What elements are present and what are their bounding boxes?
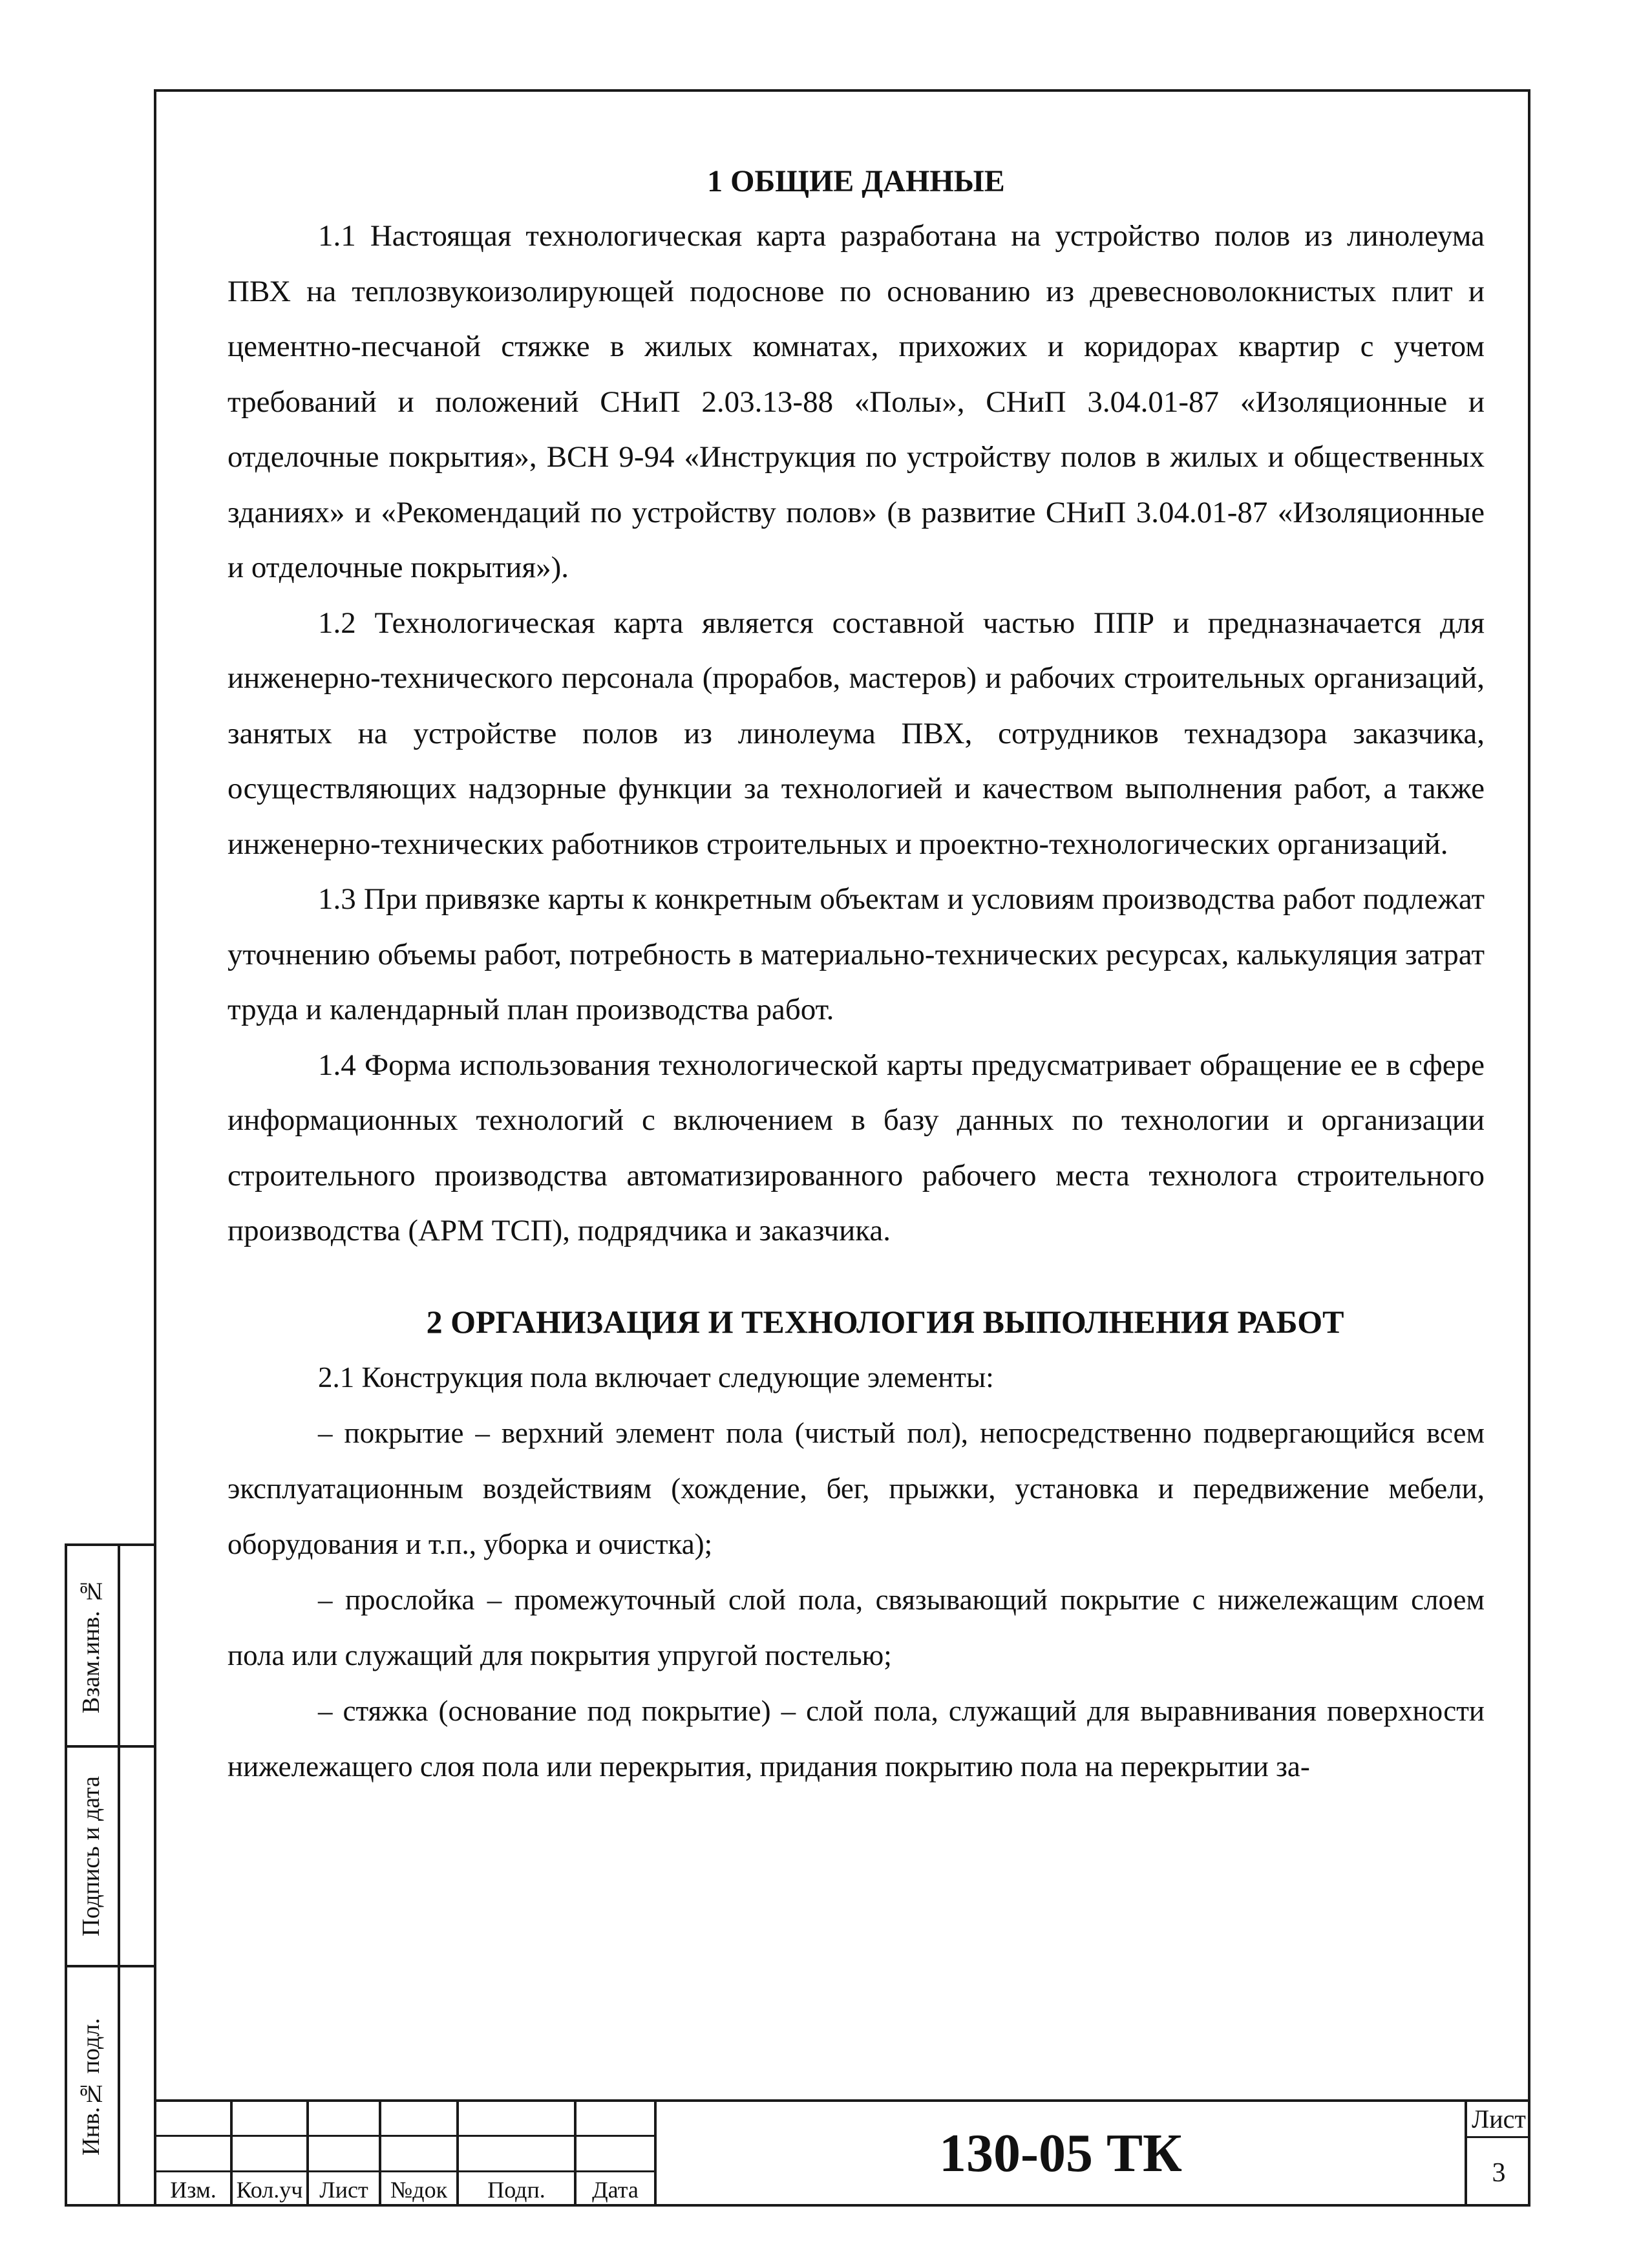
column-signature: Подп. <box>487 2177 545 2203</box>
list-item-screed: – стяжка (основание под покрытие) – слой пола, служащий для выравнивания поверхности нижележащего слоя пола или перекрытия, придания покрытию пола на перекрытии за- <box>228 1694 1485 1783</box>
paragraph-2-1: 2.1 Конструкция пола включает следующие элементы: <box>318 1361 994 1394</box>
column-doc-number: №док <box>390 2177 448 2203</box>
sheet-label: Лист <box>1467 2102 1530 2138</box>
sheet-number: 3 <box>1492 2158 1506 2188</box>
section-2-heading: 2 ОРГАНИЗАЦИЯ И ТЕХНОЛОГИЯ ВЫПОЛНЕНИЯ РАБОТ <box>426 1303 1344 1340</box>
document-code: 130-05 ТК <box>939 2123 1182 2183</box>
column-quantity: Кол.уч <box>236 2177 303 2203</box>
paragraph-1-2: 1.2 Технологическая карта является составной частью ППР и предназначается для инженерно-технического персонала (прорабов, мастеров) и рабочих строительных организаций, занятых на устройстве полов из линолеума ПВХ, сотрудников технадзора заказчика, осуществляющих надзорные функции за технологией и качеством выполнения работ, а также инженерно-технических работников строительных и проектно-технологических организаций. <box>228 606 1485 861</box>
signature-date-label: Подпись и дата <box>78 1775 105 1937</box>
column-date: Дата <box>592 2177 639 2203</box>
paragraph-1-1: 1.1 Настоящая технологическая карта разработана на устройство полов из линолеума ПВХ на теплозвукоизолирующей подоснове по основанию из древесноволокнистых плит и цементно-песчаной стяжке в жилых комнатах, прихожих и коридорах квартир с учетом требований и положений СНиП 2.03.13-88 «Полы», СНиП 3.04.01-87 «Изоляционные и отделочные покрытия», ВСН 9-94 «Инструкция по устройству полов в жилых и общественных зданиях» и «Рекомендаций по устройству полов» (в развитие СНиП 3.04.01-87 «Изоляционные и отделочные покрытия»). <box>228 219 1485 584</box>
document-body <box>228 154 1485 1794</box>
title-block-line <box>154 2135 657 2137</box>
column-sheet: Лист <box>319 2177 368 2203</box>
paragraph-1-4: 1.4 Форма использования технологической карты предусматривает обращение ее в сфере информационных технологий с включением в базу данных по технологии и организации строительного производства автоматизированного рабочего места технолога строительного производства (АРМ ТСП), подрядчика и заказчика. <box>228 1048 1485 1247</box>
title-block-line <box>154 2170 657 2172</box>
list-item-covering: – покрытие – верхний элемент пола (чистый пол), непосредственно подвергающийся всем эксплуатационным воздействиям (хождение, бег, прыжки, установка и передвижение мебели, оборудования и т.п., уборка и очистка); <box>228 1416 1485 1560</box>
replacement-inventory-label: Взам.инв. № <box>78 1577 105 1714</box>
original-inventory-label: Инв.№ подл. <box>78 2018 105 2156</box>
section-1-heading: 1 ОБЩИЕ ДАННЫЕ <box>707 164 1005 198</box>
paragraph-1-3: 1.3 При привязке карты к конкретным объектам и условиям производства работ подлежат уточнению объемы работ, потребность в материально-технических ресурсах, калькуляция затрат труда и календарный план производства работ. <box>228 882 1485 1026</box>
margin-inner-line <box>118 1543 120 2207</box>
list-item-interlayer: – прослойка – промежуточный слой пола, связывающий покрытие с нижележащим слоем пола или служащий для покрытия упругой постелью; <box>228 1583 1485 1671</box>
column-revision: Изм. <box>170 2177 217 2203</box>
